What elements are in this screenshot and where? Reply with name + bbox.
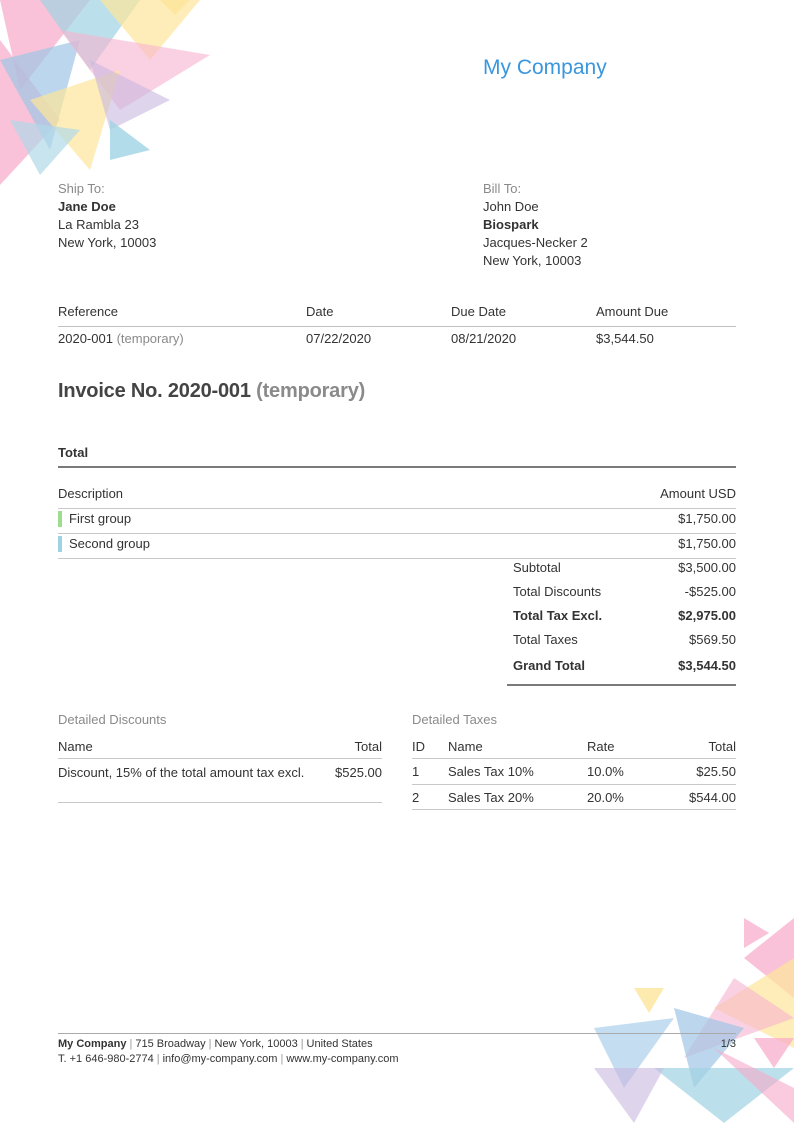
grand-total-row <box>507 658 736 686</box>
group-amount: $1,750.00 <box>678 511 736 526</box>
meta-value-row <box>58 331 736 353</box>
ship-to-heading: Ship To: <box>58 181 105 196</box>
decorative-triangles-top-left <box>0 0 230 190</box>
reference-note: (temporary) <box>116 331 184 346</box>
group-name <box>58 510 131 528</box>
tax-total-header: Total <box>708 739 736 754</box>
date-header: Date <box>306 304 334 319</box>
footer-address: 715 Broadway <box>135 1038 206 1050</box>
detailed-taxes-title: Detailed Taxes <box>412 712 498 727</box>
table-row <box>412 785 736 810</box>
page-footer <box>58 1033 736 1067</box>
invoice-meta-table <box>58 304 736 353</box>
tax-total: $544.00 <box>689 790 736 805</box>
footer-country: United States <box>306 1038 373 1050</box>
totals-block <box>507 560 736 686</box>
footer-website: www.my-company.com <box>286 1053 399 1065</box>
group-amount: $1,750.00 <box>678 536 736 551</box>
discounts-label: Total Discounts <box>513 584 602 599</box>
discount-name: Discount, 15% of the total amount tax excl. <box>58 765 305 780</box>
discounts-value: -$525.00 <box>684 584 736 599</box>
tax-id: 2 <box>412 790 420 805</box>
bill-to-city: New York, 10003 <box>483 253 582 268</box>
table-row <box>58 509 736 534</box>
bill-to-company: Biospark <box>483 217 539 232</box>
footer-company: My Company <box>58 1038 127 1050</box>
footer-phone: T. +1 646-980-2774 <box>58 1053 154 1065</box>
tax-name: Sales Tax 20% <box>448 790 534 805</box>
tax-rate: 20.0% <box>587 790 624 805</box>
due-date-header: Due Date <box>451 304 506 319</box>
discounts-row <box>507 584 736 608</box>
tax-excl-row <box>507 608 736 632</box>
ship-to-city: New York, 10003 <box>58 235 157 250</box>
amount-due-value: $3,544.50 <box>596 331 654 346</box>
group-color-bar <box>58 511 62 527</box>
taxes-header-row <box>412 738 736 759</box>
table-row <box>412 759 736 785</box>
group-label: Second group <box>69 536 150 551</box>
invoice-number: Invoice No. 2020-001 <box>58 380 251 402</box>
lines-header-row <box>58 484 736 509</box>
ship-to-address <box>58 180 156 252</box>
bill-to-heading: Bill To: <box>483 181 522 196</box>
invoice-lines-table <box>58 484 736 559</box>
reference-header: Reference <box>58 304 118 319</box>
footer-email: info@my-company.com <box>162 1053 278 1065</box>
discount-total-header: Total <box>354 739 382 754</box>
meta-header-row <box>58 304 736 327</box>
footer-city: New York, 10003 <box>214 1038 298 1050</box>
tax-name-header: Name <box>448 739 483 754</box>
table-row <box>58 534 736 559</box>
reference-value <box>58 331 184 347</box>
tax-name: Sales Tax 10% <box>448 764 534 779</box>
group-label: First group <box>69 511 132 526</box>
discount-name-header: Name <box>58 739 93 754</box>
decorative-triangles-bottom-right <box>594 918 794 1123</box>
amount-header: Amount USD <box>660 486 736 501</box>
company-name: My Company <box>483 56 607 79</box>
detailed-taxes-table <box>412 738 736 810</box>
subtotal-label: Subtotal <box>513 560 561 575</box>
tax-excl-value: $2,975.00 <box>678 608 736 623</box>
group-color-bar <box>58 536 62 552</box>
tax-id-header: ID <box>412 739 425 754</box>
invoice-title <box>58 380 365 403</box>
reference-number: 2020-001 <box>58 331 113 346</box>
date-value: 07/22/2020 <box>306 331 372 346</box>
tax-total: $25.50 <box>696 764 736 779</box>
bill-to-contact: John Doe <box>483 199 539 214</box>
discounts-header-row <box>58 738 382 759</box>
grand-total-value: $3,544.50 <box>678 658 736 673</box>
detailed-discounts-table <box>58 738 382 803</box>
tax-rate-header: Rate <box>587 739 615 754</box>
tax-id: 1 <box>412 764 420 779</box>
tax-rate: 10.0% <box>587 764 624 779</box>
group-name <box>58 535 150 553</box>
subtotal-row <box>507 560 736 584</box>
discount-total: $525.00 <box>335 765 382 780</box>
bill-to-address <box>483 180 588 270</box>
bill-to-street: Jacques-Necker 2 <box>483 235 588 250</box>
taxes-row <box>507 632 736 656</box>
description-header: Description <box>58 486 124 501</box>
subtotal-value: $3,500.00 <box>678 560 736 575</box>
footer-line-2: T. +1 646-980-2774 | info@my-company.com | www.my-company.com <box>58 1053 399 1065</box>
footer-line-1: My Company | 715 Broadway | New York, 10003 | United States <box>58 1038 373 1050</box>
taxes-value: $569.50 <box>689 632 736 647</box>
taxes-label: Total Taxes <box>513 632 578 647</box>
table-row <box>58 759 382 803</box>
tax-excl-label: Total Tax Excl. <box>513 608 603 623</box>
amount-due-header: Amount Due <box>596 304 669 319</box>
ship-to-name: Jane Doe <box>58 199 116 214</box>
grand-total-label: Grand Total <box>513 658 585 673</box>
due-date-value: 08/21/2020 <box>451 331 517 346</box>
section-title: Total <box>58 445 736 468</box>
invoice-title-note: (temporary) <box>256 380 366 402</box>
ship-to-street: La Rambla 23 <box>58 217 139 232</box>
page-number: 1/3 <box>720 1038 736 1050</box>
detailed-discounts-title: Detailed Discounts <box>58 712 167 727</box>
